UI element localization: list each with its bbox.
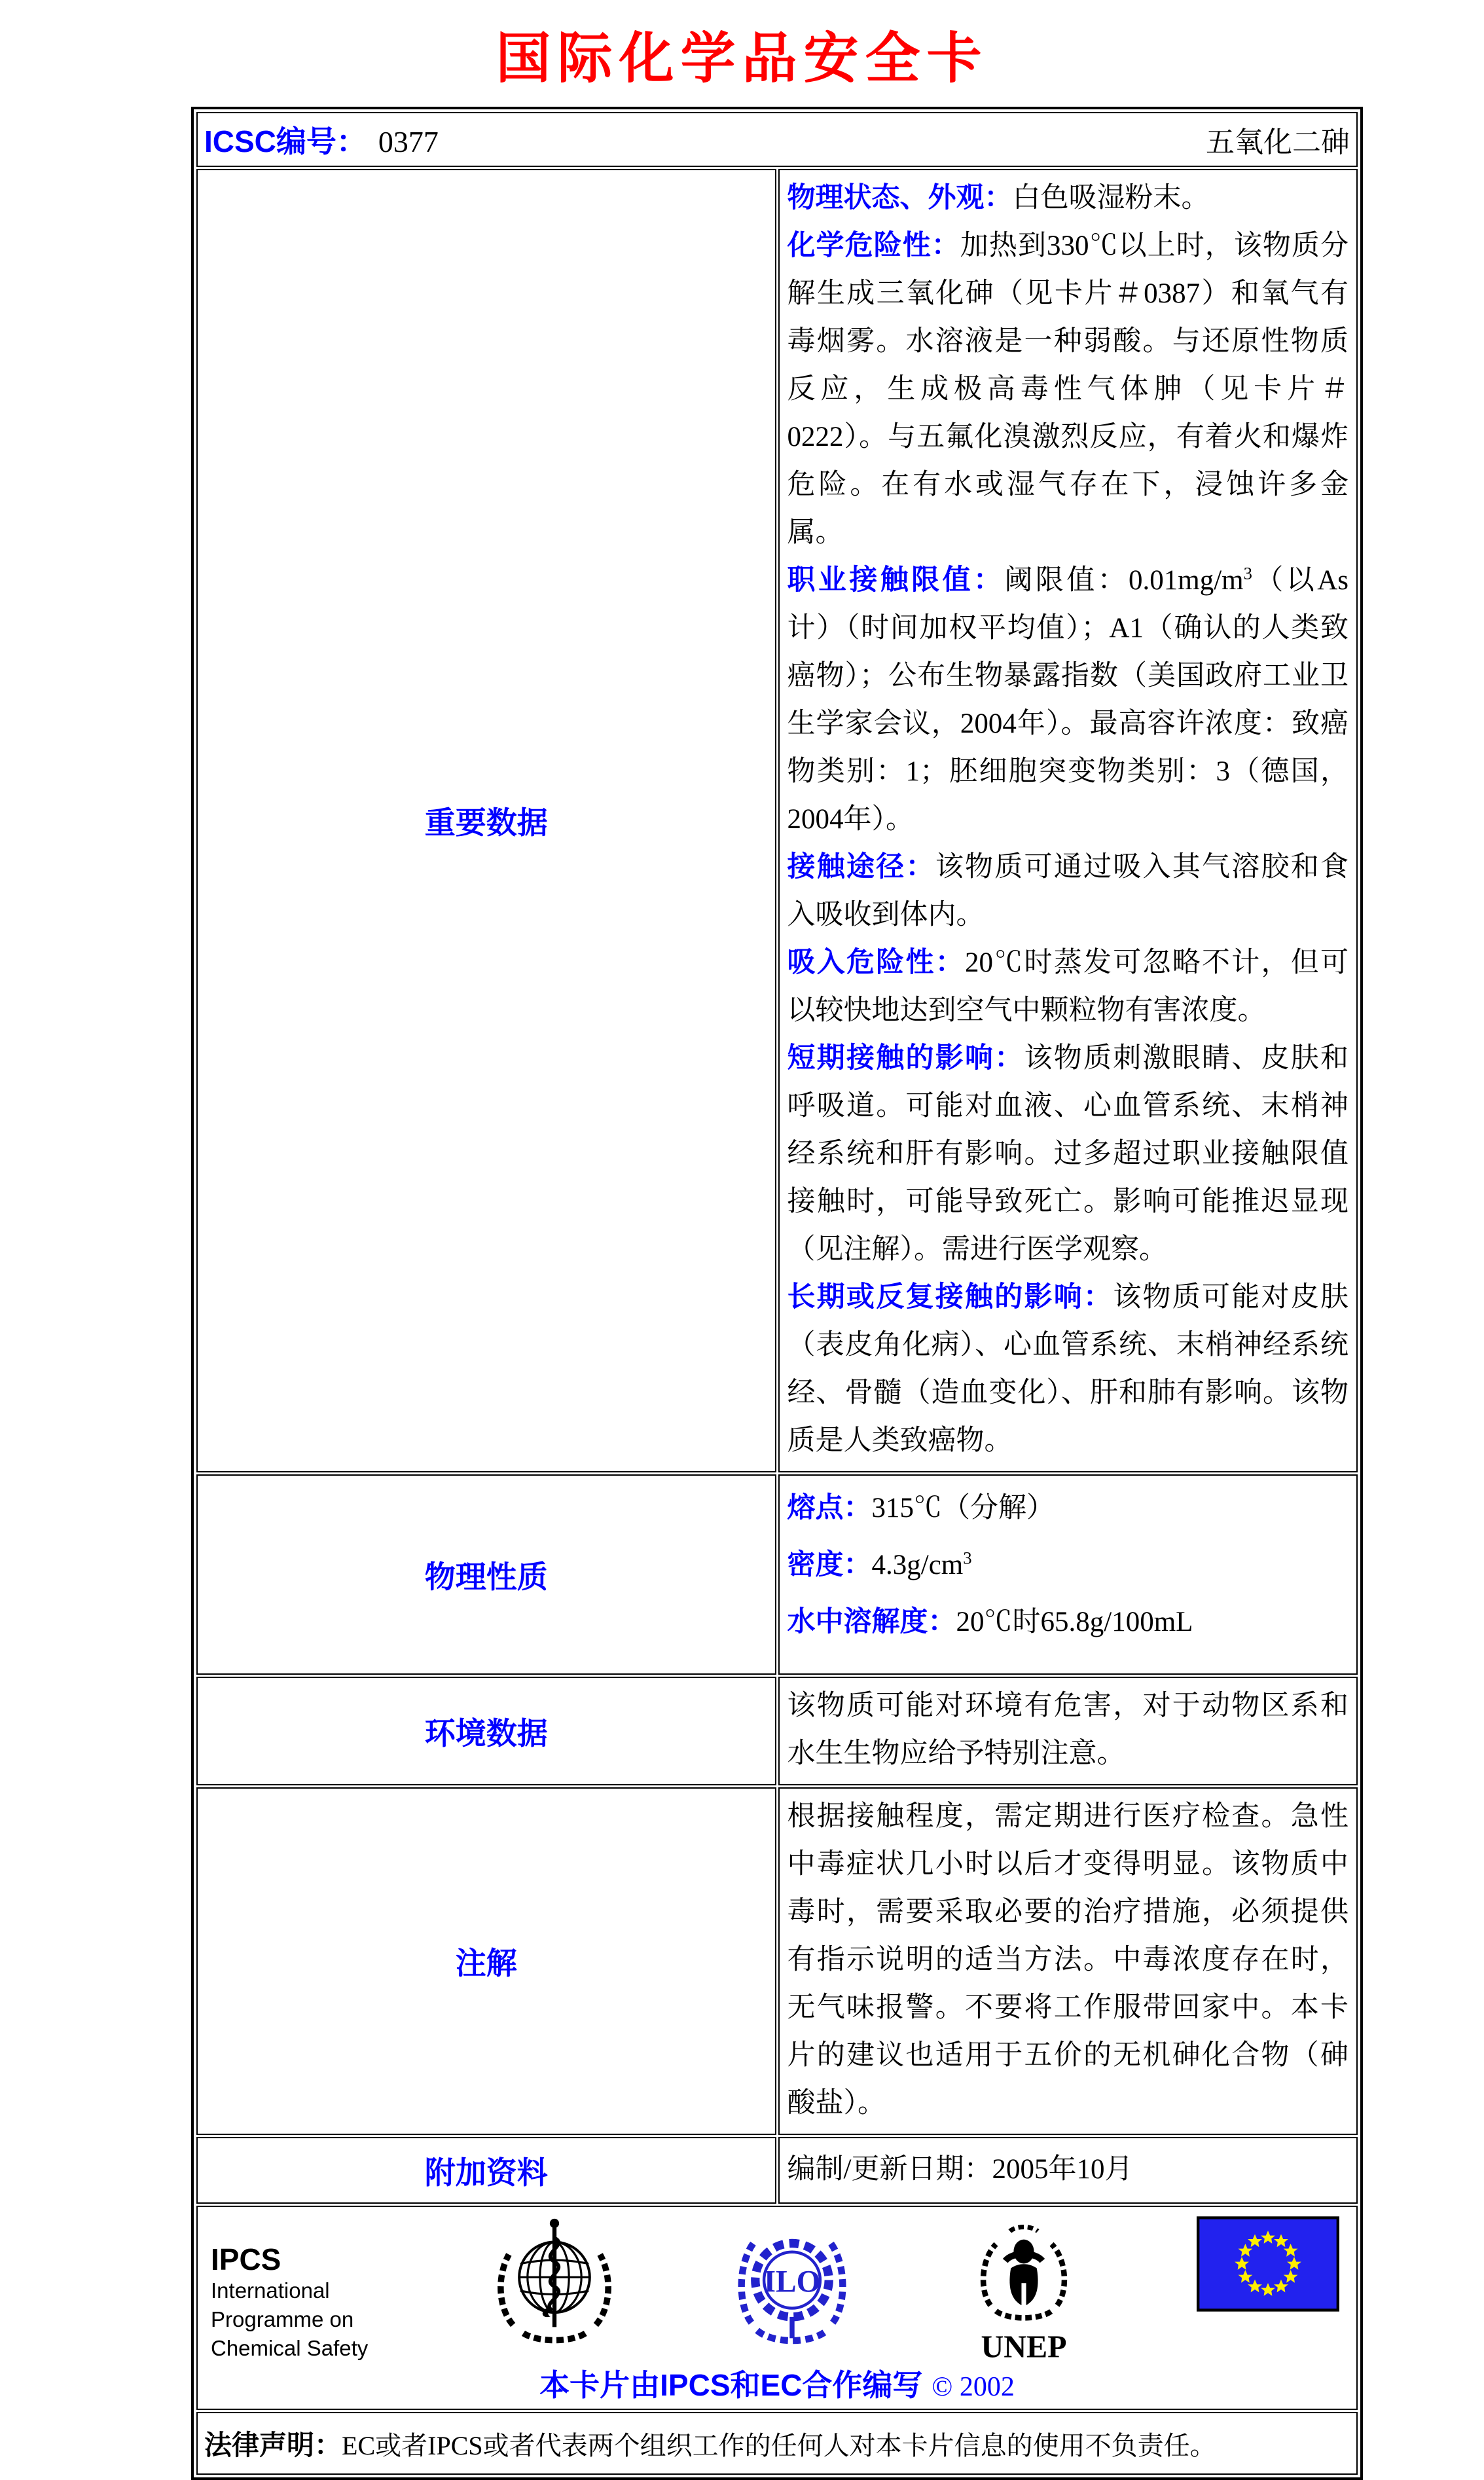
notes-row <box>196 1787 1358 2135</box>
environmental-data-content: 该物质可能对环境有危害，对于动物区系和水生生物应给予特别注意。 <box>778 1677 1358 1785</box>
icsc-number-value: 0377 <box>378 125 439 158</box>
superscript: 3 <box>963 1548 972 1568</box>
field-text: 该物质可能对皮肤（表皮角化病）、心血管系统、末梢神经系统经、骨髓（造血变化）、肝和肺有影响。该物质是人类致癌物。 <box>787 1282 1348 1456</box>
icsc-number-label: ICSC编号： <box>204 124 367 158</box>
physical-properties-row <box>196 1474 1358 1675</box>
field-density <box>787 1537 1349 1594</box>
section-label-additional-information: 附加资料 <box>196 2137 776 2204</box>
notes-content: 根据接触程度，需定期进行医疗检查。急性中毒症状几小时以后才变得明显。该物质中毒时，需要采取必要的治疗措施，必须提供有指示说明的适当方法。中毒浓度存在时，无气味报警。不要将工作服带回家中。本卡片的建议也适用于五价的无机砷化合物（砷酸盐）。 <box>778 1787 1358 2135</box>
who-logo-icon <box>492 2216 617 2358</box>
icsc-number-group <box>204 118 439 161</box>
field-label: 吸入危险性： <box>787 947 965 978</box>
field-melting-point <box>787 1480 1349 1537</box>
section-label-environmental-data: 环境数据 <box>196 1677 776 1785</box>
field-label: 长期或反复接触的影响： <box>787 1281 1113 1313</box>
field-text: 20℃时蒸发可忽略不计，但可以较快地达到空气中颗粒物有害浓度。 <box>787 947 1348 1026</box>
eu-flag-icon <box>1197 2216 1339 2315</box>
field-label: 物理状态、外观： <box>787 182 1013 213</box>
additional-information-content: 编制/更新日期：2005年10月 <box>778 2137 1358 2204</box>
field-label: 密度： <box>787 1549 872 1580</box>
section-label-notes: 注解 <box>196 1787 776 2135</box>
unep-logo-icon <box>968 2216 1079 2370</box>
field-label: 水中溶解度： <box>787 1606 956 1637</box>
header-row <box>196 112 1358 167</box>
section-label-important-data: 重要数据 <box>196 169 776 1472</box>
header-cell <box>196 112 1358 167</box>
field-text: 加热到330℃以上时，该物质分解生成三氧化砷（见卡片＃0387）和氧气有毒烟雾。水溶液是一种弱酸。与还原性物质反应，生成极高毒性气体胂（见卡片＃0222）。与五氟化溴激烈反应，有着火和爆炸危险。在有水或湿气存在下，浸蚀许多金属。 <box>787 230 1349 548</box>
field-physical-state-appearance <box>787 174 1349 222</box>
credit-text: 本卡片由IPCS和EC合作编写 <box>539 2368 923 2402</box>
page-title: 国际化学品安全卡 <box>496 27 988 89</box>
field-occupational-exposure-limits <box>787 556 1349 843</box>
field-label: 短期接触的影响： <box>787 1042 1024 1074</box>
field-text: 4.3g/cm <box>871 1550 964 1580</box>
ipcs-subtitle-line: Programme on <box>211 2307 354 2331</box>
field-label: 职业接触限值： <box>787 564 1005 596</box>
additional-information-row <box>196 2137 1358 2204</box>
physical-properties-content <box>778 1474 1358 1675</box>
section-label-physical-properties: 物理性质 <box>196 1474 776 1675</box>
legal-row <box>196 2412 1358 2475</box>
field-text: 阈限值：0.01mg/m <box>1004 565 1244 596</box>
icsc-card <box>191 107 1363 2480</box>
field-water-solubility <box>787 1594 1349 1650</box>
credit-line <box>208 2361 1346 2405</box>
superscript: 3 <box>1243 563 1252 583</box>
field-label: 化学危险性： <box>787 230 960 261</box>
ilo-letters: ILO <box>763 2265 821 2299</box>
field-chemical-dangers <box>787 222 1349 556</box>
ipcs-subtitle-line: International <box>211 2278 330 2303</box>
field-label: 接触途径： <box>787 851 935 883</box>
field-text: 20℃时65.8g/100mL <box>956 1607 1193 1637</box>
field-long-term-effects <box>787 1273 1349 1465</box>
important-data-content <box>778 169 1358 1472</box>
environmental-data-row <box>196 1677 1358 1785</box>
ipcs-subtitle-line: Chemical Safety <box>211 2336 369 2360</box>
legal-notice-text: EC或者IPCS或者代表两个组织工作的任何人对本卡片信息的使用不负责任。 <box>342 2431 1216 2460</box>
field-text: （以As计）（时间加权平均值）；A1（确认的人类致癌物）；公布生物暴露指数（美国政府工业卫生学家会议，2004年）。最高容许浓度：致癌物类别：1；胚细胞突变物类别：3（德国，2004年）。 <box>787 565 1348 835</box>
field-text: 白色吸湿粉末。 <box>1012 183 1210 213</box>
field-text: 315℃（分解） <box>871 1493 1055 1523</box>
important-data-row <box>196 169 1358 1472</box>
ipcs-text-block <box>211 2216 374 2363</box>
field-short-term-effects <box>787 1034 1349 1273</box>
field-inhalation-risk <box>787 939 1349 1034</box>
logos-row <box>196 2206 1358 2410</box>
field-text: 该物质可通过吸入其气溶胶和食入吸收到体内。 <box>787 852 1348 930</box>
chemical-name: 五氧化二砷 <box>1206 126 1350 158</box>
unep-letters: UNEP <box>980 2329 1067 2365</box>
legal-notice-label: 法律声明： <box>204 2430 342 2460</box>
field-text: 该物质刺激眼睛、皮肤和呼吸道。可能对血液、心血管系统、末梢神经系统和肝有影响。过多超过职业接触限值接触时，可能导致死亡。影响可能推迟显现（见注解）。需进行医学观察。 <box>787 1043 1348 1265</box>
copyright-text: © 2002 <box>932 2372 1015 2402</box>
logos-cell <box>196 2206 1358 2410</box>
field-routes-of-exposure <box>787 843 1349 939</box>
ipcs-acronym: IPCS <box>211 2242 281 2276</box>
legal-cell <box>196 2412 1358 2475</box>
card-table <box>194 110 1360 2477</box>
ilo-logo-icon <box>734 2216 850 2361</box>
field-label: 熔点： <box>787 1492 872 1523</box>
